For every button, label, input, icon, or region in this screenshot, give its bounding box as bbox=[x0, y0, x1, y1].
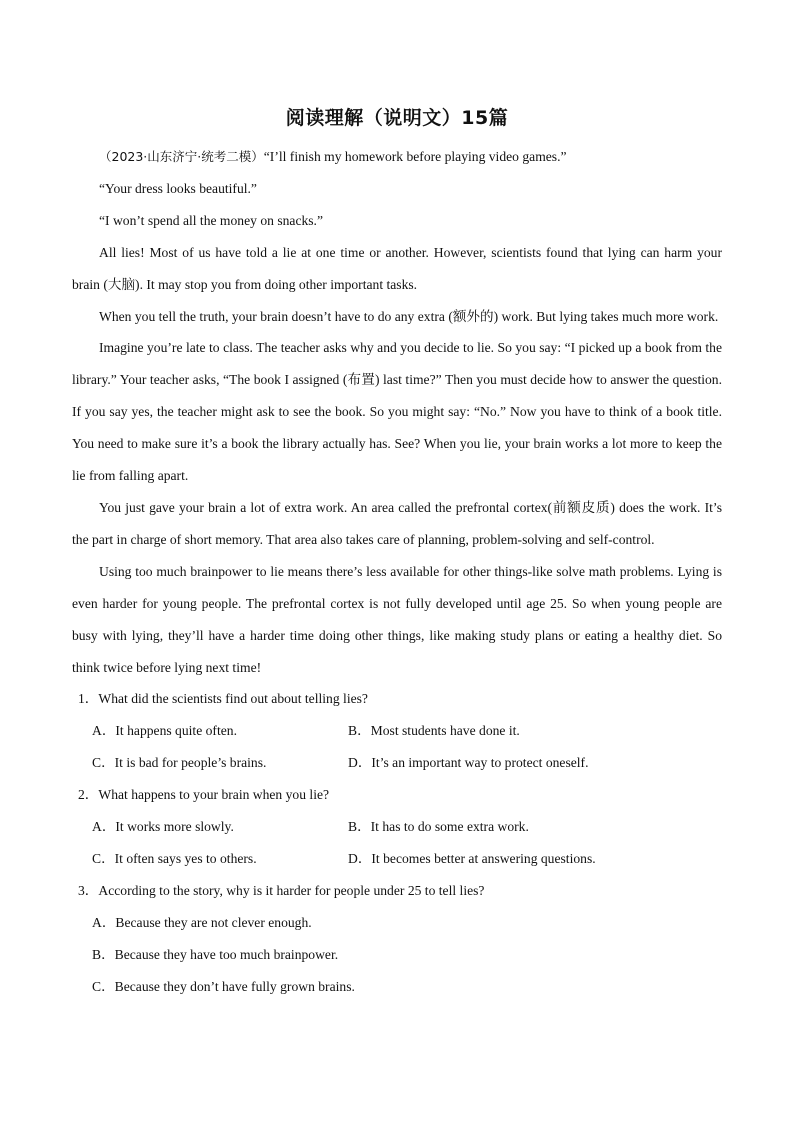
question-3-option-c: C．Because they don’t have fully grown brains. bbox=[92, 978, 355, 994]
paragraph-brainpower: Using too much brainpower to lie means there’s less available for other things-like solve math problems. Lying is even harder for young people. The prefrontal cortex is not fully developed until age 25. So when young people are busy with lying, they’ll have a harder time doing other things, like making study plans or eating a healthy diet. So think twice before lying next time! bbox=[72, 563, 722, 675]
question-2-option-d: D．It becomes better at answering questions. bbox=[348, 850, 596, 866]
paragraph-prefrontal: You just gave your brain a lot of extra work. An area called the prefrontal cortex(前额皮质) does the work. It’s the part in charge of short memory. That area also takes care of planning, problem-solving and self-control. bbox=[72, 499, 722, 547]
question-1-option-b: B．Most students have done it. bbox=[348, 723, 520, 739]
question-1-options-row-2 bbox=[72, 747, 722, 779]
question-2-options-row-1 bbox=[72, 811, 722, 843]
page-title: 阅读理解（说明文）15篇 bbox=[285, 107, 509, 129]
source-label: （2023·山东济宁·统考二模） bbox=[99, 149, 264, 164]
paragraph-imagine: Imagine you’re late to class. The teacher asks why and you decide to lie. So you say: “I picked up a book from the library.” Your teacher asks, “The book I assigned (布置) last time?” Then you must decide how to answer the question. If you say yes, the teacher might ask to see the book. So you might say: “No.” Now you have to think of a book title. You need to make sure it’s a book the library actually has. See? When you lie, your brain works a lot more to keep the lie from falling apart. bbox=[72, 340, 722, 484]
question-1: 1．What did the scientists find out about telling lies? bbox=[78, 691, 368, 707]
question-2-option-b: B．It has to do some extra work. bbox=[348, 819, 529, 835]
question-1-option-a: A．It happens quite often. bbox=[92, 723, 237, 739]
quote-snacks: “I won’t spend all the money on snacks.” bbox=[99, 212, 323, 228]
paragraph-truth: When you tell the truth, your brain doesn’t have to do any extra (额外的) work. But lying takes much more work. bbox=[99, 308, 719, 324]
question-2-option-a: A．It works more slowly. bbox=[92, 819, 234, 835]
paragraph-all-lies: All lies! Most of us have told a lie at one time or another. However, scientists found that lying can harm your brain (大脑). It may stop you from doing other important tasks. bbox=[72, 244, 722, 292]
question-3: 3．According to the story, why is it harder for people under 25 to tell lies? bbox=[78, 882, 485, 898]
question-1-option-d: D．It’s an important way to protect oneself. bbox=[348, 755, 589, 771]
question-1-option-c: C．It is bad for people’s brains. bbox=[92, 755, 267, 771]
question-2-option-c: C．It often says yes to others. bbox=[92, 850, 257, 866]
intro-paragraph bbox=[72, 141, 722, 173]
reading-passage bbox=[72, 141, 722, 1002]
question-3-option-a: A．Because they are not clever enough. bbox=[92, 914, 312, 930]
question-2: 2．What happens to your brain when you lie? bbox=[78, 787, 330, 803]
question-1-options-row-1 bbox=[72, 715, 722, 747]
quote-homework: “I’ll finish my homework before playing video games.” bbox=[263, 149, 567, 164]
quote-dress: “Your dress looks beautiful.” bbox=[99, 180, 257, 196]
question-3-option-b: B．Because they have too much brainpower. bbox=[92, 946, 339, 962]
question-2-options-row-2 bbox=[72, 843, 722, 875]
